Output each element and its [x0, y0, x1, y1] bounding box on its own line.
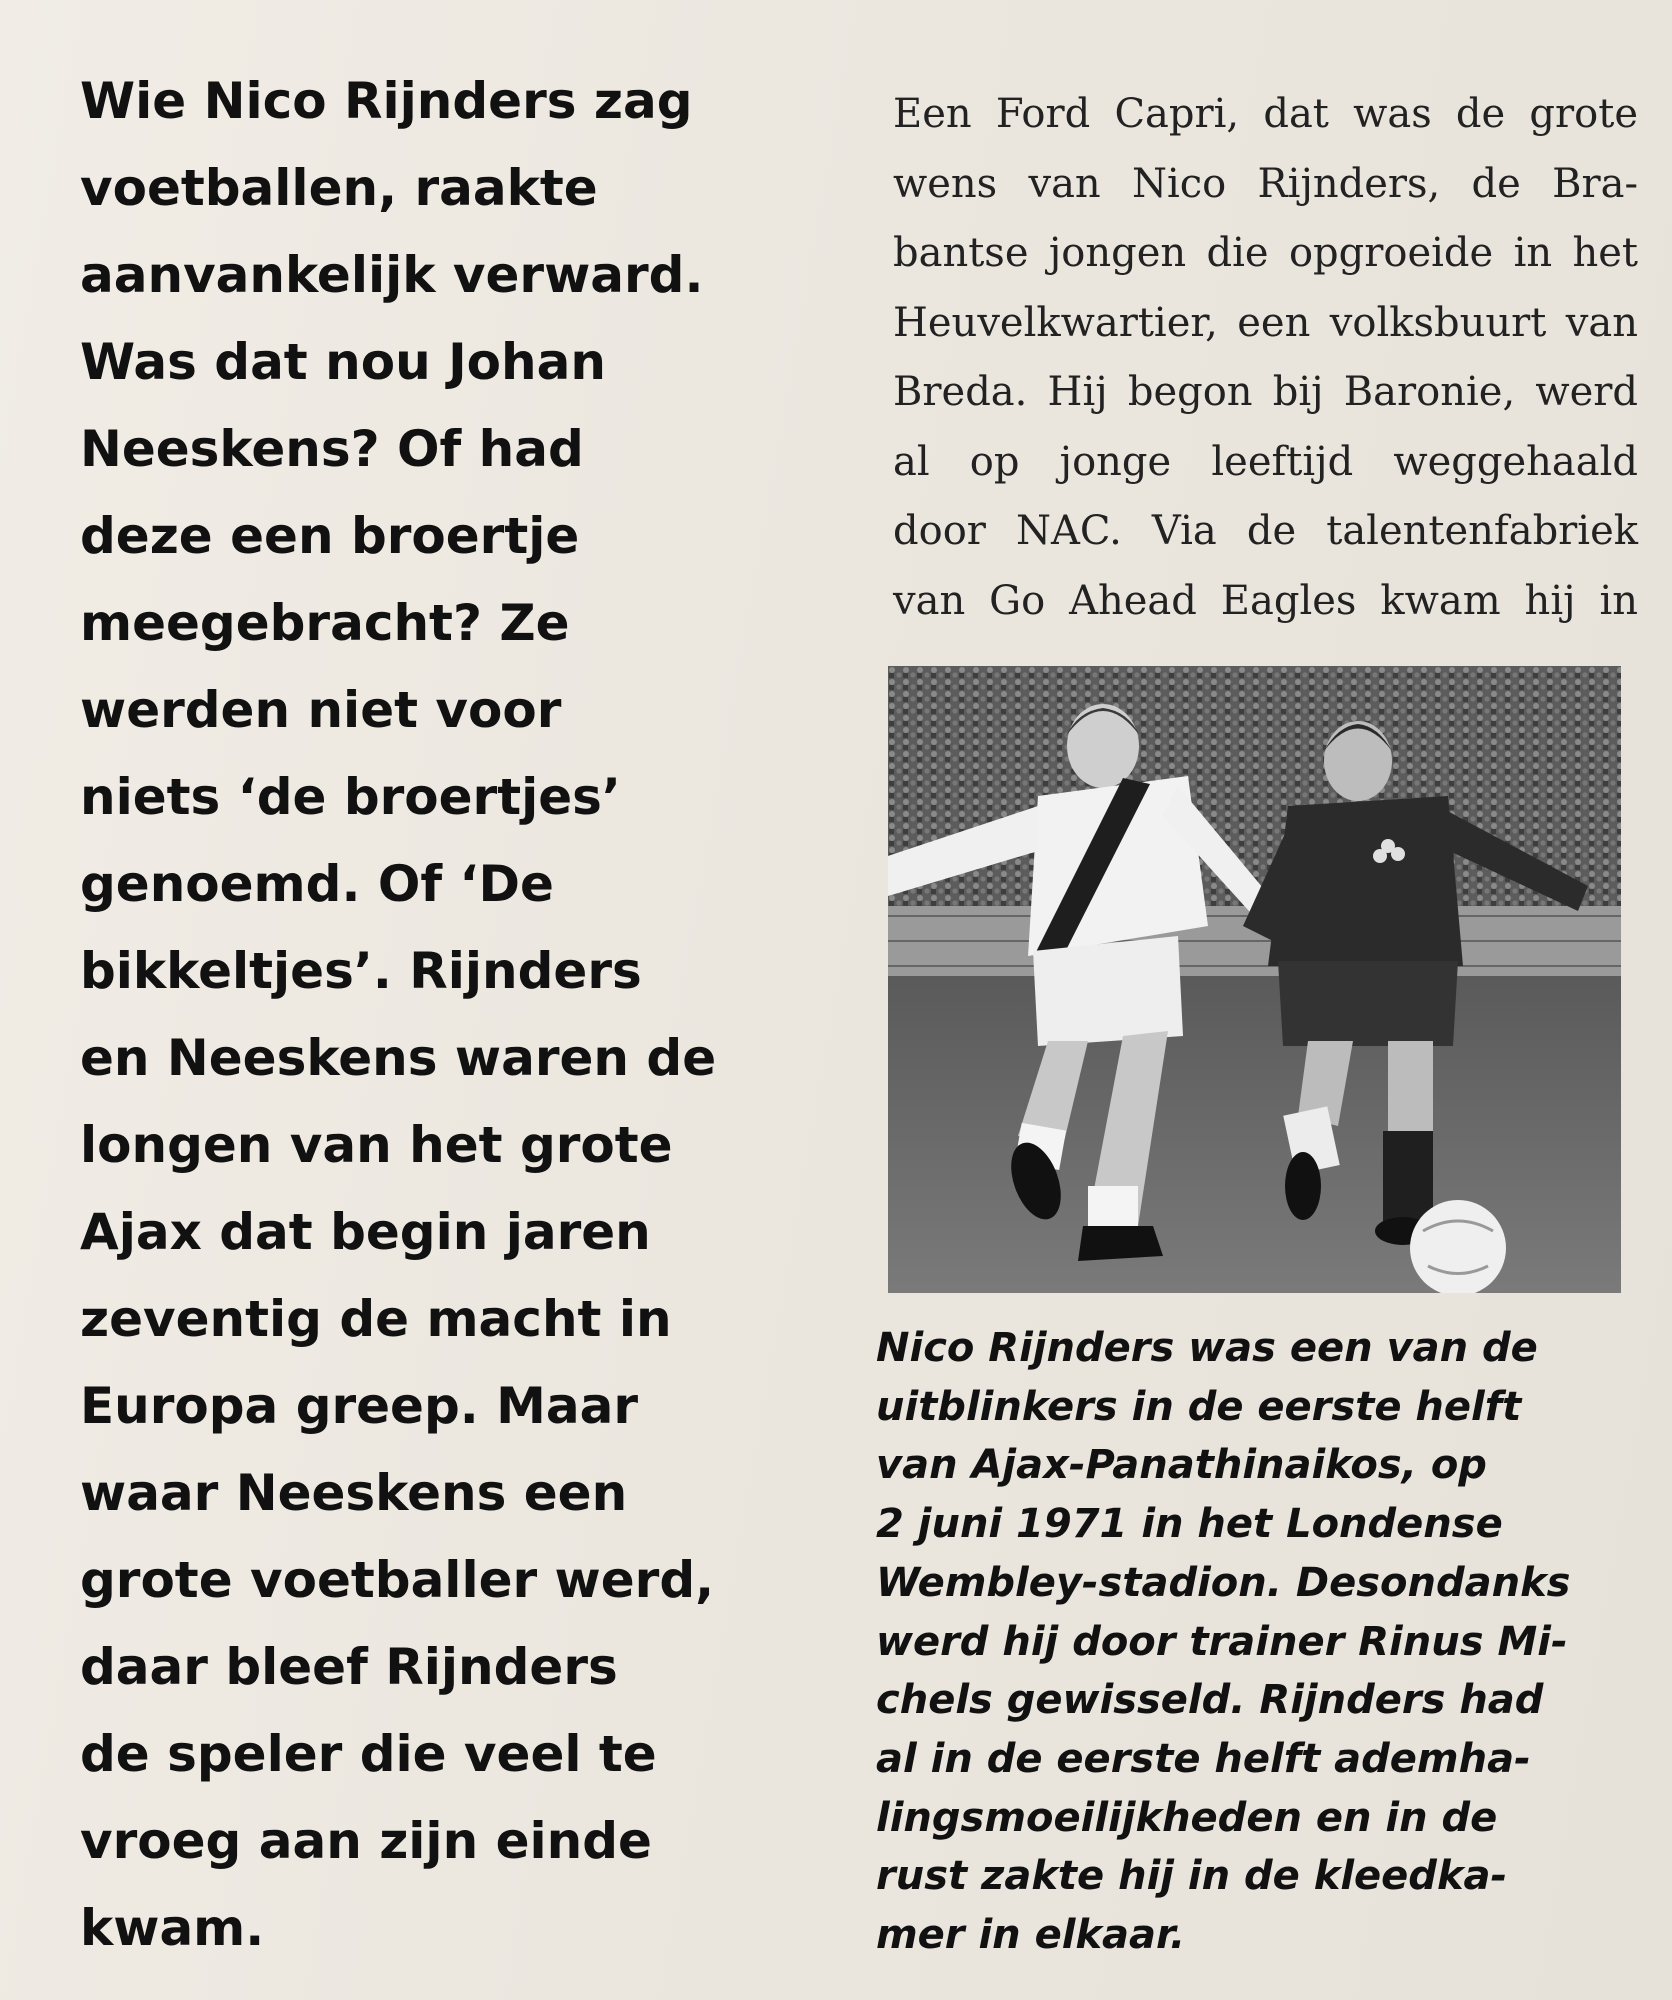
intro-line: genoemd. Of ‘De — [80, 855, 554, 913]
intro-line: meegebracht? Ze — [80, 594, 570, 652]
caption-line: werd hij door trainer Rinus Mi- — [876, 1618, 1568, 1665]
intro-line: longen van het grote — [80, 1116, 673, 1174]
intro-line: daar bleef Rijnders — [80, 1638, 618, 1696]
caption-line: rust zakte hij in de kleedka- — [876, 1853, 1508, 1900]
body-line: van Go Ahead Eagles kwam hij in — [893, 577, 1638, 624]
intro-line: Was dat nou Johan — [80, 333, 606, 391]
body-line: door NAC. Via de talentenfabriek — [893, 508, 1638, 554]
intro-line: grote voetballer werd, — [80, 1551, 715, 1609]
intro-line: werden niet voor — [80, 681, 562, 739]
caption-line: van Ajax-Panathinaikos, op — [876, 1442, 1487, 1489]
body-line: bantse jongen die opgroeide in het — [893, 230, 1638, 276]
intro-line: aanvankelijk verward. — [80, 246, 704, 304]
body-line: al op jonge leeftijd weggehaald — [893, 438, 1638, 485]
caption-line: Nico Rijnders was een van de — [876, 1325, 1538, 1371]
intro-line: niets ‘de broertjes’ — [80, 768, 621, 826]
football-match-photo — [888, 666, 1621, 1293]
body-line: Heuvelkwartier, een volksbuurt van — [893, 299, 1638, 346]
intro-line: waar Neeskens een — [80, 1464, 628, 1522]
caption-line: Wembley-stadion. Desondanks — [876, 1559, 1571, 1606]
intro-line: bikkeltjes’. Rijnders — [80, 942, 642, 1000]
intro-line: Ajax dat begin jaren — [80, 1203, 651, 1261]
intro-line: vroeg aan zijn einde — [80, 1812, 652, 1870]
intro-line: Wie Nico Rijnders zag — [80, 72, 693, 130]
photo-caption — [876, 1319, 1651, 1965]
intro-line: Neeskens? Of had — [80, 420, 584, 478]
intro-line: deze een broertje — [80, 507, 580, 565]
body-text — [893, 80, 1638, 636]
intro-line: kwam. — [80, 1899, 265, 1957]
intro-line: en Neeskens waren de — [80, 1029, 717, 1087]
caption-line: 2 juni 1971 in het Londense — [876, 1501, 1503, 1548]
caption-line: mer in elkaar. — [876, 1912, 1186, 1959]
caption-line: al in de eerste helft ademha- — [876, 1735, 1531, 1782]
intro-text — [80, 58, 820, 1972]
intro-line: Europa greep. Maar — [80, 1377, 639, 1435]
caption-line: uitblinkers in de eerste helft — [876, 1383, 1522, 1430]
intro-line: de speler die veel te — [80, 1725, 657, 1783]
caption-line: lingsmoeilijkheden en in de — [876, 1794, 1498, 1841]
body-line: Een Ford Capri, dat was de grote — [893, 91, 1638, 137]
intro-line: zeventig de macht in — [80, 1290, 672, 1348]
body-line: wens van Nico Rijnders, de Bra- — [893, 160, 1638, 207]
body-line: Breda. Hij begon bij Baronie, werd — [893, 369, 1638, 415]
caption-line: chels gewisseld. Rijnders had — [876, 1677, 1544, 1724]
intro-line: voetballen, raakte — [80, 159, 598, 217]
